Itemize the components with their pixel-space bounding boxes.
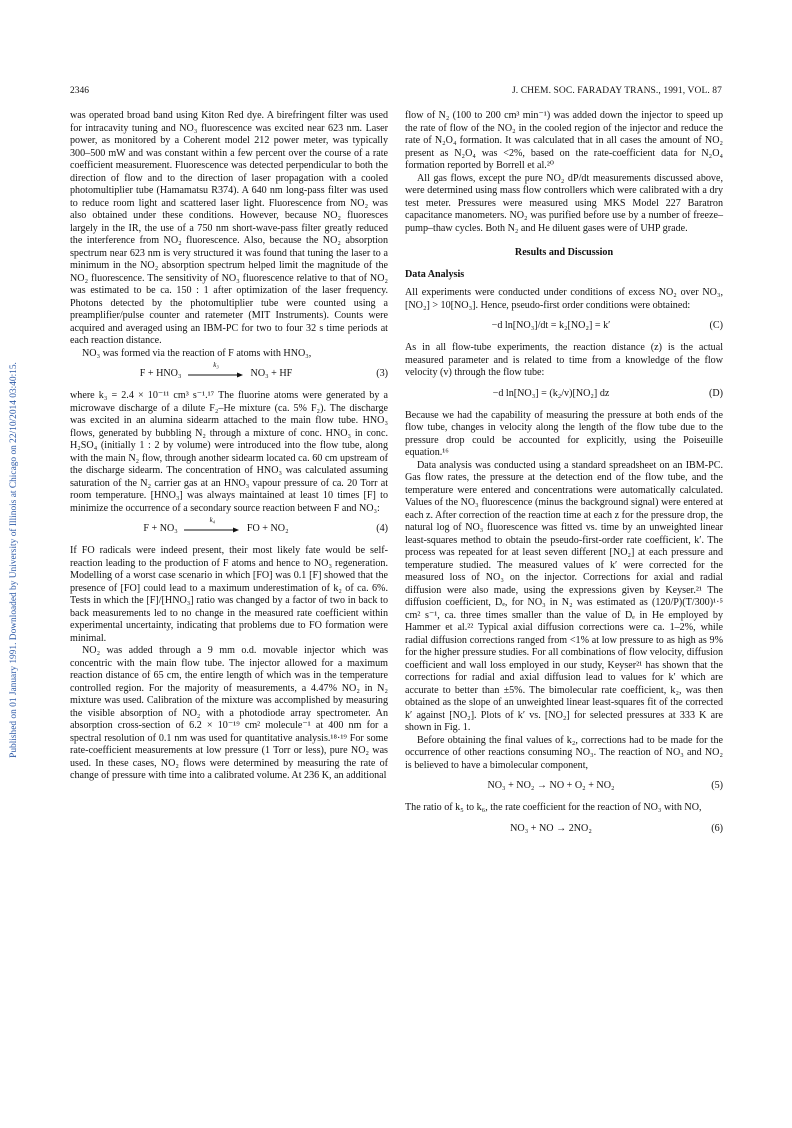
arrow-icon — [188, 371, 244, 379]
paragraph: If FO radicals were indeed present, their most likely fate would be self-reaction leading to the production of F atoms and hence to NO₃ regeneration. Modelling of a worst case scenario in which [FO] was 0.1 [F] showed that the presence of [FO] could lead to a maximum underestimation of k₂ of ca. 6%. Tests in which the [F]/[HNO₃] ratio was changed by a factor of two in back to back measurements led to no change in the measured rate coefficient within experimental uncertainty, indicating that problems due to FO formation were minimal. — [70, 545, 388, 644]
journal-citation: J. CHEM. SOC. FARADAY TRANS., 1991, VOL. 87 — [512, 86, 722, 96]
paragraph: Data analysis was conducted using a standard spreadsheet on an IBM-PC. Gas flow rates, the pressure at the detection end of the flow tube, and the temperature were entered and concentrations were automatically calculated. Values of the NO₃ fluorescence (minus the background signal) were entered at each z. After correction of the reaction time at each z for the pressure drop, the natural log of NO₃ fluorescence was fitted vs. time by an unweighted linear least-squares method to obtain the pseudo-first-order rate coefficient, k′. The process was repeated for at least seven different [NO₂] at each pressure and temperature studied. The measured values of k′ were corrected for the measured loss of NO₃ on the injector. Corrections for axial and radial diffusion were also made, using the expressions given by Keyser.²¹ The diffusion coefficient, Dₑ, for NO₃ in N₂ was estimated as (120/P)(T/300)¹·⁵ cm² s⁻¹, ca. three times smaller than the value of Dₑ in He employed by Hammer et al.²² Typical axial diffusion corrections were ca. 1–2%, while radial diffusion corrections ranged from <1% at low pressure to as high as 9% for the higher pressure studies. For all combinations of flow velocity, diffusion coefficient and wall loss employed in our study, Keyser²¹ has shown that the corrections for radial and axial diffusion lead to values for k′ which are accurate to better than ±5%. The bimolecular rate coefficient, k₂, was then obtained as the slope of an unweighted linear least-squares fit of the corrected k′ against [NO₂]. Plots of k′ vs. [NO₂] for selected pressures at 333 K are shown in Fig. 1. — [405, 459, 723, 733]
equation-expression: NO₃ + NO → 2NO₂ — [510, 822, 592, 834]
reaction-arrow — [184, 515, 240, 534]
equation-C — [405, 318, 723, 336]
equation-5 — [405, 778, 723, 796]
rate-constant-label: k₄ — [209, 515, 216, 524]
paragraph: was operated broad band using Kiton Red dye. A birefringent filter was used for intracavity tuning and NO₃ fluorescence was excited near 623 nm. Laser power, as monitored by a Coherent model 212 power meter, was typically 300–500 mW and was constant within a few percent over the course of a rate coefficient measurement. Fluorescence was detected perpendicular to both the direction of flow and to the direction of laser propagation with a cooled photomultiplier tube (Hamamatsu R374). A 640 nm long-pass filter was used to reduce room light and scattered laser light. Fluorescence from NO₂ was also obtained under these conditions. However, because NO₂ fluoresces largely in the IR, the use of a 750 nm short-wave-pass filter greatly reduced the interference from NO₂ fluorescence. Also, because the NO₂ absorption spectrum near 623 nm is very structured it was found that tuning the laser to a minimum in the NO₂ absorption spectrum helped limit the magnitude of the NO₂ fluorescence. The sensitivity of NO₃ fluorescence relative to that of NO₂ was estimated to be ca. 150 : 1 after optimization of the laser frequency. Photons detected by the photomultiplier tube were counted using a preamplifier/pulse counter and ratemeter (MIT Instruments). Counts were acquired and averaged using an IBM-PC for two to four 32 s time periods at each reaction distance. — [70, 110, 388, 346]
equation-lhs: F + HNO₃ — [139, 368, 182, 379]
paragraph: Because we had the capability of measuring the pressure at both ends of the flow tube, changes in velocity along the length of the flow tube due to the pressure drop could be accounted for explicitly, using the Poiseuille equation.¹⁶ — [405, 409, 723, 458]
arrow-icon — [184, 526, 240, 534]
equation-number: (D) — [708, 387, 723, 399]
equation-number: (5) — [711, 780, 723, 791]
page-number: 2346 — [70, 86, 89, 96]
paragraph: NO₂ was added through a 9 mm o.d. movable injector which was concentric with the main flow tube. The injector allowed for a maximum reaction distance of 65 cm, the entire length of which was in the temperature controlled region. For the majority of measurements, a 4.47% NO₂ in N₂ mixture was used. Calibration of the mixture was accomplished by measuring the visible absorption of NO₂ with a photodiode array spectrometer. An absorption cross-section of 6.2 × 10⁻¹⁹ cm² molecule⁻¹ at 400 nm for a spectral resolution of 0.1 nm was used for quantitative analysis.¹⁸·¹⁹ For some rate-coefficient measurements at low pressure (1 Torr or less), pure NO₂ was used. In these cases, NO₂ flows were determined by measuring the rate of change of pressure with time into a calibrated volume. At 236 K, an additional — [70, 645, 388, 781]
reaction-arrow — [188, 360, 244, 379]
equation-3 — [70, 360, 388, 384]
equation-number: (3) — [376, 368, 388, 379]
equation-D — [405, 386, 723, 404]
running-header — [70, 86, 722, 100]
right-column — [405, 110, 723, 845]
paragraph: All gas flows, except the pure NO₂ dP/dt measurements discussed above, were determined using mass flow controllers which were calibrated with a dry test meter. Pressures were measured using MKS Model 227 Baratron capacitance manometers. NO₂ was purified before use by a number of freeze–pump–thaw cycles. Both N₂ and He diluent gases were of UHP grade. — [405, 172, 723, 234]
equation-expression: −d ln[NO₃] = (k₂/v)[NO₂] dz — [492, 387, 610, 399]
paragraph: flow of N₂ (100 to 200 cm³ min⁻¹) was added down the injector to speed up the rate of flow of the NO₂ in the cooled region of the injector and reduce the rate of N₂O₄ formation. It was calculated that in all cases the amount of NO₂ present as N₂O₄ was <2%, based on the rate-coefficient data for N₂O₄ formation reported by Borrell et al.²⁰ — [405, 110, 723, 171]
equation-rhs: NO₃ + HF — [250, 368, 293, 379]
equation-rhs: FO + NO₂ — [246, 523, 289, 534]
equation-6 — [405, 821, 723, 839]
rate-constant-label: k₃ — [213, 360, 219, 369]
section-heading: Results and Discussion — [514, 247, 614, 258]
equation-expression — [70, 515, 362, 536]
paragraph: where k₃ = 2.4 × 10⁻¹¹ cm³ s⁻¹.¹⁷ The fluorine atoms were generated by a microwave discharge of a dilute F₂–He mixture (ca. 5% F₂). The discharge was excited in an alumina sidearm attached to the main flow tube. HNO₃ flows, generated by bubbling N₂ through a mixture of conc. HNO₃ in conc. H₂SO₄ (initially 1 : 2 by volume) were introduced into the flow tube, along with the main N₂ flow, through another sidearm located ca. 60 cm upstream of the discharge sidearm. The concentration of HNO₃ was calculated assuming saturation of the N₂ carrier gas at an HNO₃ vapour pressure of ca. 20 Torr at room temperature. [HNO₃] was always maintained at least 10 times [F] to minimize the occurrence of a secondary source reaction between F and NO₃: — [70, 390, 388, 514]
equation-expression: NO₃ + NO₂ → NO + O₂ + NO₂ — [487, 780, 615, 791]
paragraph: As in all flow-tube experiments, the reaction distance (z) is the actual measured parameter and is related to time from a knowledge of the flow velocity (v) through the flow tube: — [405, 342, 723, 378]
equation-4 — [70, 515, 388, 539]
paragraph: NO₃ was formed via the reaction of F atoms with HNO₃, — [82, 347, 312, 359]
side-download-note-text[interactable]: Published on 01 January 1991. Downloaded by University of Illinois at Chicago on 22/10/2014 03:40:15. — [9, 362, 19, 758]
paragraph: All experiments were conducted under conditions of excess NO₂ over NO₃, [NO₂] > 10[NO₃]. Hence, pseudo-first order conditions were obtained: — [405, 287, 723, 311]
paragraph: The ratio of k₅ to k₆, the rate coefficient for the reaction of NO₃ with NO, — [405, 802, 702, 813]
paragraph: Before obtaining the final values of k₂, corrections had to be made for the occurrence of other reactions consuming NO₃. The reaction of NO₃ and NO₂ is believed to have a bimolecular component, — [405, 734, 723, 771]
equation-number: (C) — [709, 320, 723, 331]
equation-expression: −d ln[NO₃]/dt = k₂[NO₂] = k′ — [491, 320, 611, 331]
side-download-note — [6, 110, 22, 1010]
subsection-heading: Data Analysis — [405, 268, 465, 280]
equation-number: (4) — [376, 523, 388, 534]
equation-expression — [70, 360, 362, 381]
equation-number: (6) — [711, 822, 723, 834]
equation-lhs: F + NO₃ — [143, 523, 178, 534]
left-column — [70, 110, 388, 783]
